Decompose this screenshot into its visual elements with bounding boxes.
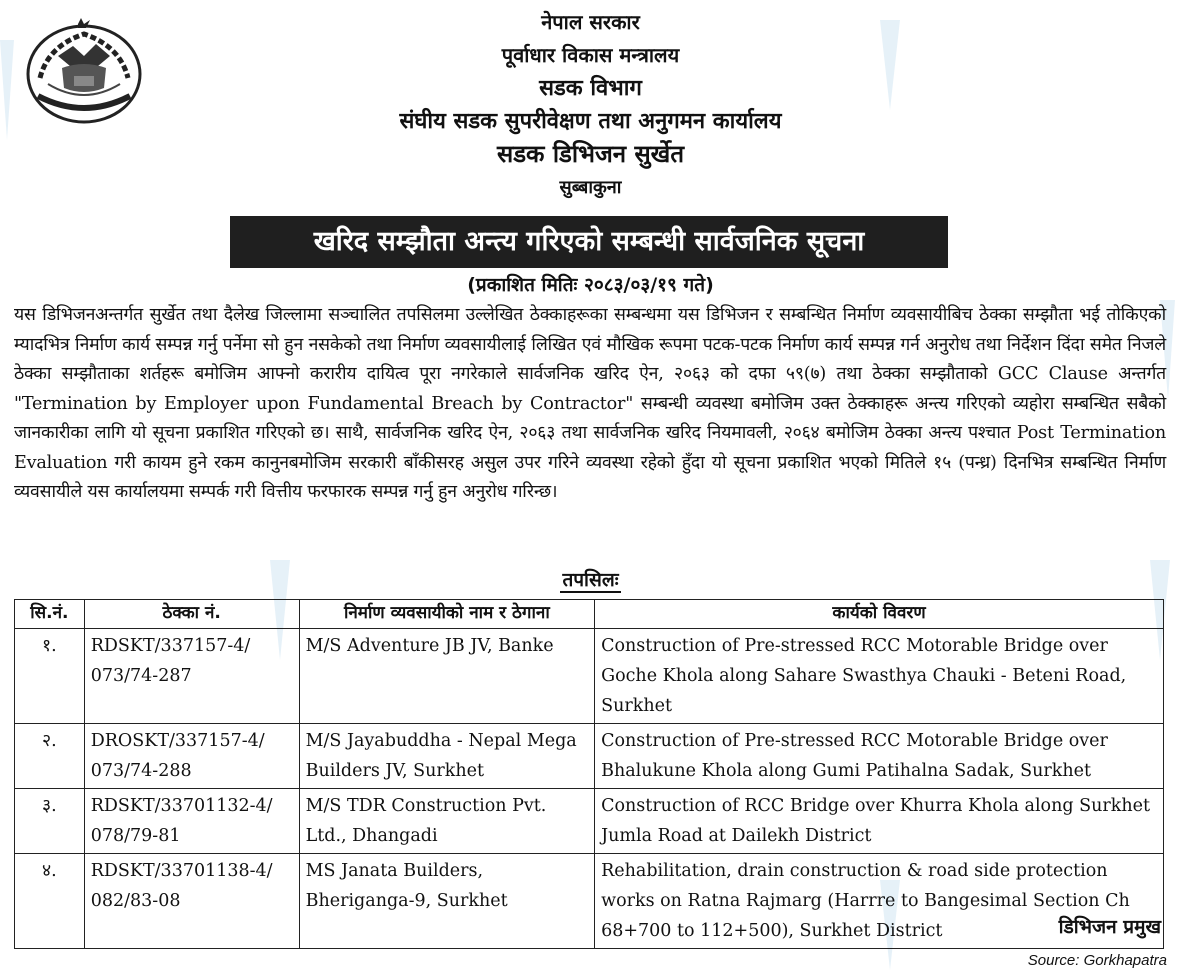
header-contractor: निर्माण व्यवसायीको नाम र ठेगाना xyxy=(299,600,595,629)
letterhead xyxy=(0,6,1181,204)
header-serial: सि.नं. xyxy=(15,600,85,629)
contract-no-cell: DROSKT/337157-4/ 073/74-288 xyxy=(84,724,299,789)
header-contract-no: ठेक्का नं. xyxy=(84,600,299,629)
division-name: सडक डिभिजन सुर्खेत xyxy=(496,140,684,168)
table-row xyxy=(15,789,1164,854)
contracts-table xyxy=(14,599,1164,949)
government-name: नेपाल सरकार xyxy=(541,10,640,34)
serial-cell: ४. xyxy=(15,854,85,949)
work-description-cell: Construction of Pre-stressed RCC Motorable Bridge over Bhalukune Khola along Gumi Patihalna Sadak, Surkhet xyxy=(595,724,1164,789)
header-work-description: कार्यको विवरण xyxy=(595,600,1164,629)
contractor-cell: MS Janata Builders, Bheriganga-9, Surkhet xyxy=(299,854,595,949)
work-description-cell: Construction of RCC Bridge over Khurra Khola along Surkhet Jumla Road at Dailekh District xyxy=(595,789,1164,854)
signature-title: डिभिजन प्रमुख xyxy=(1058,916,1161,938)
contract-no-cell: RDSKT/337157-4/ 073/74-287 xyxy=(84,629,299,724)
contractor-cell: M/S Adventure JB JV, Banke xyxy=(299,629,595,724)
location-name: सुब्बाकुना xyxy=(559,177,622,198)
contractor-cell: M/S Jayabuddha - Nepal Mega Builders JV, Surkhet xyxy=(299,724,595,789)
contractor-cell: M/S TDR Construction Pvt. Ltd., Dhangadi xyxy=(299,789,595,854)
source-credit: Source: Gorkhapatra xyxy=(1027,952,1167,969)
work-description-cell: Construction of Pre-stressed RCC Motorable Bridge over Goche Khola along Sahare Swasthya Chauki - Beteni Road, Surkhet xyxy=(595,629,1164,724)
ministry-name: पूर्वाधार विकास मन्त्रालय xyxy=(501,43,680,67)
notice-title: खरिद सम्झौता अन्त्य गरिएको सम्बन्धी सार्वजनिक सूचना xyxy=(230,216,948,268)
serial-cell: २. xyxy=(15,724,85,789)
notice-body: यस डिभिजनअन्तर्गत सुर्खेत तथा दैलेख जिल्लामा सञ्चालित तपसिलमा उल्लेखित ठेक्काहरूका सम्बन्धमा यस डिभिजन र सम्बन्धित निर्माण व्यवसायीबिच ठेक्का सम्झौता भई तोकिएको म्यादभित्र निर्माण कार्य सम्पन्न गर्नु पर्नेमा सो हुन नसकेको तथा निर्माण व्यवसायीलाई लिखित एवं मौखिक रूपमा पटक-पटक निर्माण कार्य सम्पन्न गर्न अनुरोध तथा निर्देशन दिंदा समेत निजले ठेक्का सम्झौताका शर्तहरू बमोजिम आफ्नो करारीय दायित्व पूरा नगरेकाले सार्वजनिक खरिद ऐन, २०६३ को दफा ५९(७) तथा ठेक्का सम्झौताको GCC Clause अन्तर्गत "Termination by Employer upon Fundamental Breach by Contractor" सम्बन्धी व्यवस्था बमोजिम उक्त ठेक्काहरू अन्त्य गरिएको व्यहोरा सम्बन्धित सबैको जानकारीका लागि यो सूचना प्रकाशित गरिएको छ। साथै, सार्वजनिक खरिद ऐन, २०६३ तथा सार्वजनिक खरिद नियमावली, २०६४ बमोजिम ठेक्का अन्त्य पश्चात Post Termination Evaluation गरी कायम हुने रकम कानुनबमोजिम सरकारी बाँकीसरह असुल उपर गरिने व्यवस्था रहेको हुँदा यो सूचना प्रकाशित भएको मितिले १५ (पन्ध्र) दिनभित्र सम्बन्धित निर्माण व्यवसायीले यस कार्यालयमा सम्पर्क गरी वित्तीय फरफारक सम्पन्न गर्नु हुन अनुरोध गरिन्छ। xyxy=(14,305,1166,502)
schedule-heading xyxy=(0,566,1181,592)
schedule-heading-text: तपसिलः xyxy=(562,569,619,591)
table-row xyxy=(15,629,1164,724)
contract-no-cell: RDSKT/33701138-4/ 082/83-08 xyxy=(84,854,299,949)
publication-date: (प्रकाशित मितिः २०८३/०३/१९ गते) xyxy=(467,274,714,296)
table-row xyxy=(15,854,1164,949)
department-name: सडक विभाग xyxy=(539,76,642,101)
serial-cell: १. xyxy=(15,629,85,724)
work-description-cell: Rehabilitation, drain construction & road side protection works on Ratna Rajmarg (Harrre to Bangesimal Section Ch 68+700 to 112+500), Surkhet District xyxy=(595,854,1164,949)
table-header-row xyxy=(15,600,1164,629)
table-row xyxy=(15,724,1164,789)
serial-cell: ३. xyxy=(15,789,85,854)
contract-no-cell: RDSKT/33701132-4/ 078/79-81 xyxy=(84,789,299,854)
office-name: संघीय सडक सुपरीवेक्षण तथा अनुगमन कार्यालय xyxy=(399,109,782,134)
